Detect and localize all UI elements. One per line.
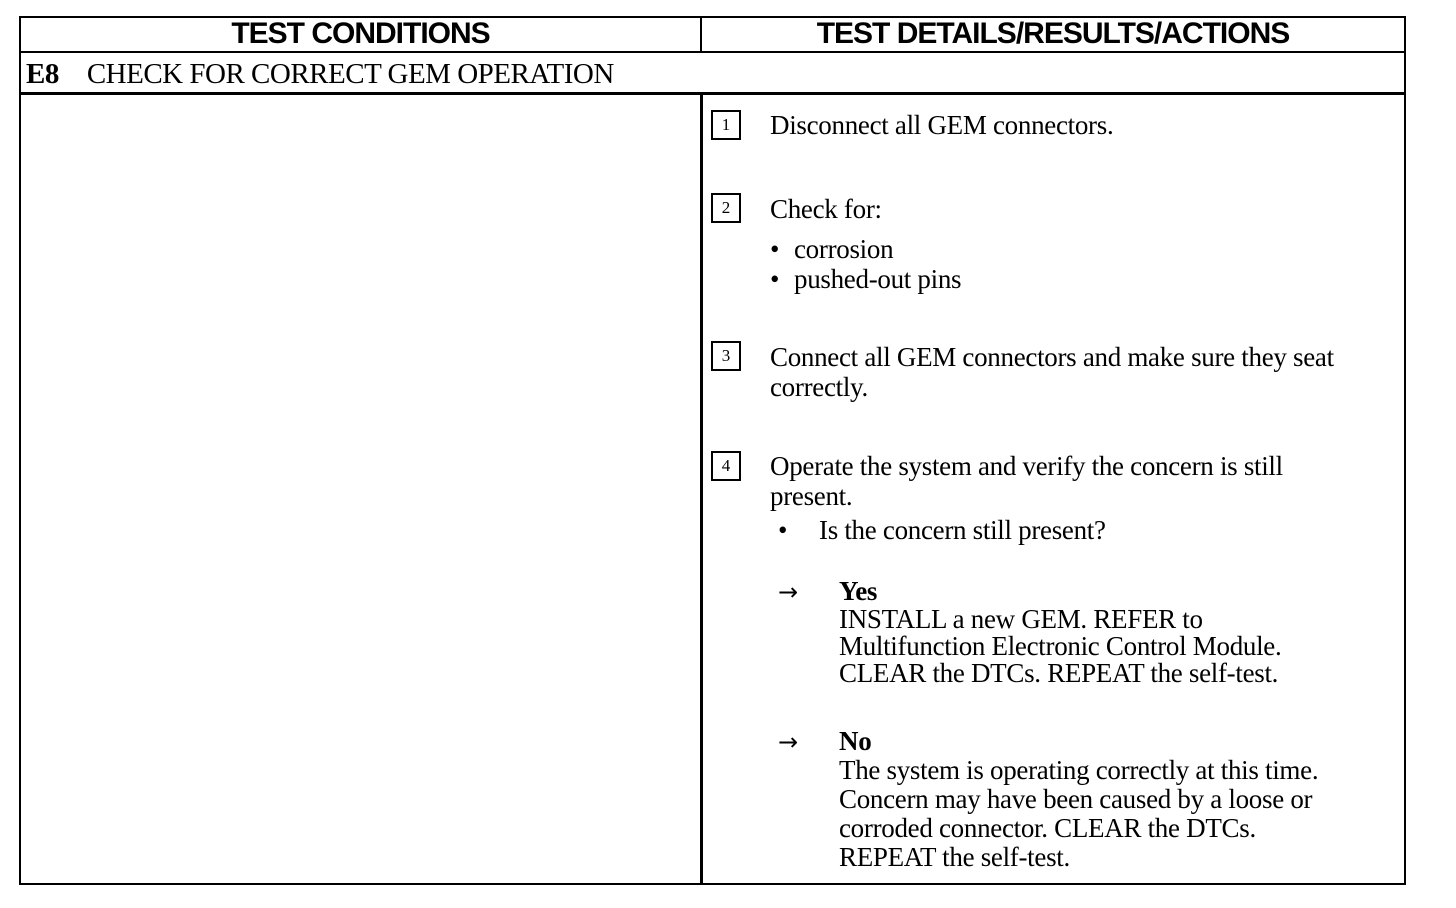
column-divider bbox=[700, 93, 703, 885]
response-text: The system is operating correctly at this time. Concern may have been caused by a loose or corroded connector. CLEAR the DTCs. REPEAT the self-test. bbox=[839, 755, 1319, 872]
section-rule bbox=[19, 92, 1406, 95]
question-item bbox=[778, 515, 1106, 545]
bullet-item bbox=[770, 234, 893, 264]
step-text: Connect all GEM connectors and make sure they seat correctly. bbox=[770, 342, 1334, 402]
question-text: Is the concern still present? bbox=[819, 515, 1106, 545]
section-code: E8 bbox=[26, 57, 59, 90]
step-number-box: 4 bbox=[711, 451, 741, 481]
response-label: No bbox=[839, 726, 872, 756]
response-label: Yes bbox=[839, 576, 878, 606]
step-number-box: 2 bbox=[711, 193, 741, 223]
arrow-icon: → bbox=[778, 728, 799, 756]
header-test-conditions: TEST CONDITIONS bbox=[231, 17, 490, 50]
response-no bbox=[839, 726, 1399, 872]
response-yes bbox=[839, 576, 1399, 687]
step-text: Operate the system and verify the concern is still present. bbox=[770, 451, 1283, 511]
header-test-details: TEST DETAILS/RESULTS/ACTIONS bbox=[816, 17, 1290, 50]
step-number-box: 1 bbox=[711, 110, 741, 140]
bullet-dot: • bbox=[770, 264, 780, 294]
step-number-box: 3 bbox=[711, 341, 741, 371]
bullet-item bbox=[770, 264, 961, 294]
section-title: CHECK FOR CORRECT GEM OPERATION bbox=[86, 57, 614, 90]
bullet-dot: • bbox=[778, 515, 788, 545]
bullet-dot: • bbox=[770, 234, 780, 264]
step-text: Disconnect all GEM connectors. bbox=[770, 110, 1114, 140]
arrow-icon: → bbox=[778, 578, 799, 606]
bullet-text: pushed-out pins bbox=[794, 264, 962, 294]
header-rule bbox=[19, 51, 1406, 53]
step-text: Check for: bbox=[770, 194, 882, 224]
section-heading bbox=[26, 56, 614, 92]
response-text: INSTALL a new GEM. REFER to Multifunction Electronic Control Module. CLEAR the DTCs. REPEAT the self-test. bbox=[839, 604, 1282, 688]
bullet-text: corrosion bbox=[794, 234, 894, 264]
